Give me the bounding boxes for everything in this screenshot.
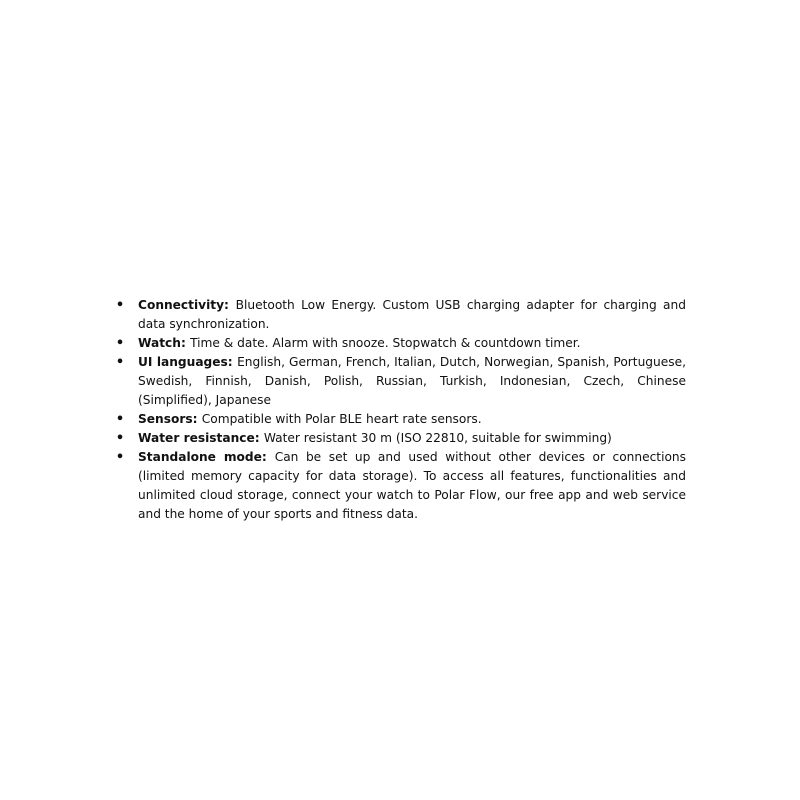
bullet-icon: • [115, 298, 125, 313]
spec-list [114, 296, 686, 524]
spec-text: English, German, French, Italian, Dutch, Norwegian, Spanish, Portuguese, Swedish, Finnish, Danish, Polish, Russian, Turkish, Indonesian, Czech, Chinese (Simplified), Japanese [138, 355, 686, 407]
spec-label: Watch: [138, 336, 191, 350]
spec-label: Water resistance: [138, 431, 264, 445]
spec-item-water-resistance [114, 429, 686, 448]
bullet-icon: • [115, 431, 125, 446]
spec-item-standalone-mode [114, 448, 686, 524]
spec-label: UI languages: [138, 355, 238, 369]
spec-label: Standalone mode: [138, 450, 275, 464]
bullet-icon: • [115, 355, 125, 370]
spec-label: Connectivity: [138, 298, 236, 312]
bullet-icon: • [115, 450, 125, 465]
bullet-icon: • [115, 412, 125, 427]
spec-label: Sensors: [138, 412, 202, 426]
spec-text: Water resistant 30 m (ISO 22810, suitable for swimming) [263, 431, 612, 445]
spec-item-watch [114, 334, 686, 353]
spec-item-ui-languages [114, 353, 686, 410]
bullet-icon: • [115, 336, 125, 351]
spec-text: Time & date. Alarm with snooze. Stopwatch & countdown timer. [190, 336, 581, 350]
spec-text: Can be set up and used without other devices or connections (limited memory capacity for data storage). To access all features, functionalities and unlimited cloud storage, connect your watch to Polar Flow, our free app and web service and the home of your sports and fitness data. [138, 450, 686, 521]
spec-text: Compatible with Polar BLE heart rate sensors. [201, 412, 482, 426]
spec-item-connectivity [114, 296, 686, 334]
spec-text: Bluetooth Low Energy. Custom USB charging adapter for charging and data synchronization. [138, 298, 686, 331]
spec-item-sensors [114, 410, 686, 429]
